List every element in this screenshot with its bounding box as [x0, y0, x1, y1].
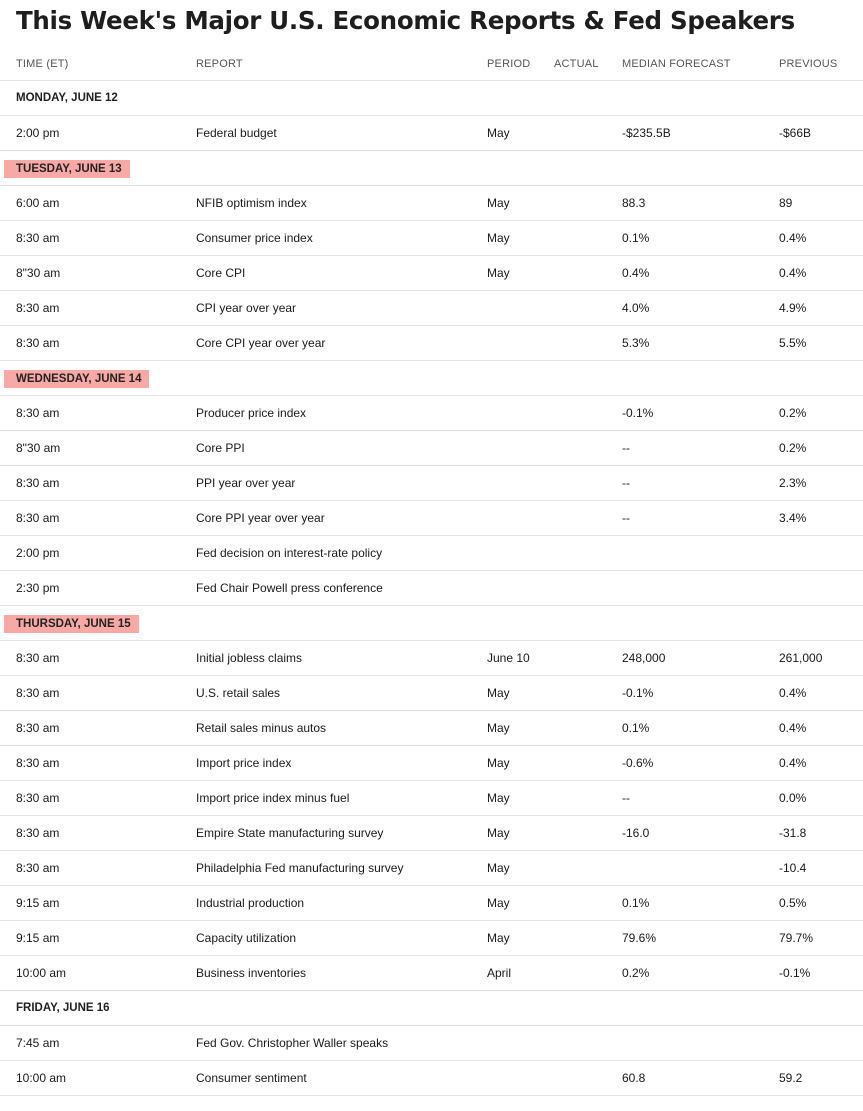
time-cell: 2:00 pm — [16, 126, 60, 140]
report-cell: Business inventories — [196, 966, 307, 980]
previous-cell: 0.0% — [779, 791, 807, 805]
previous-cell: 0.4% — [779, 721, 807, 735]
table-row — [0, 256, 863, 291]
table-row — [0, 851, 863, 886]
column-header-period: PERIOD — [487, 58, 531, 70]
table-row — [0, 466, 863, 501]
table-header-row — [0, 48, 863, 81]
table-row — [0, 641, 863, 676]
median-forecast-cell: 79.6% — [622, 931, 657, 945]
day-label: WEDNESDAY, JUNE 14 — [4, 370, 149, 388]
column-header-actual: ACTUAL — [554, 58, 599, 70]
time-cell: 8:30 am — [16, 511, 60, 525]
previous-cell: 0.5% — [779, 896, 807, 910]
column-header-time: TIME (ET) — [16, 58, 69, 70]
table-row — [0, 571, 863, 606]
previous-cell: 4.9% — [779, 301, 807, 315]
table-row — [0, 431, 863, 466]
previous-cell: 0.2% — [779, 406, 807, 420]
previous-cell: -10.4 — [779, 861, 807, 875]
day-section-header — [0, 606, 863, 641]
median-forecast-cell: 0.1% — [622, 896, 650, 910]
report-cell: Industrial production — [196, 896, 305, 910]
report-cell: Federal budget — [196, 126, 277, 140]
table-row — [0, 921, 863, 956]
report-cell: Retail sales minus autos — [196, 721, 327, 735]
time-cell: 9:15 am — [16, 896, 60, 910]
period-cell: May — [487, 791, 510, 805]
day-label: FRIDAY, JUNE 16 — [16, 1002, 110, 1014]
report-cell: Consumer sentiment — [196, 1071, 307, 1085]
table-row — [0, 676, 863, 711]
report-cell: Capacity utilization — [196, 931, 297, 945]
table-row — [0, 886, 863, 921]
time-cell: 8:30 am — [16, 231, 60, 245]
median-forecast-cell: 4.0% — [622, 301, 650, 315]
day-label: TUESDAY, JUNE 13 — [4, 160, 130, 178]
day-label: MONDAY, JUNE 12 — [16, 92, 118, 104]
median-forecast-cell: 0.4% — [622, 266, 650, 280]
median-forecast-cell: -- — [622, 791, 630, 805]
median-forecast-cell: -- — [622, 441, 630, 455]
time-cell: 2:30 pm — [16, 581, 60, 595]
report-cell: Core CPI — [196, 266, 246, 280]
table-row — [0, 501, 863, 536]
report-cell: Philadelphia Fed manufacturing survey — [196, 861, 404, 875]
column-header-report: REPORT — [196, 58, 243, 70]
table-row — [0, 396, 863, 431]
report-cell: Fed Gov. Christopher Waller speaks — [196, 1036, 389, 1050]
time-cell: 6:00 am — [16, 196, 60, 210]
previous-cell: 59.2 — [779, 1071, 803, 1085]
period-cell: May — [487, 756, 510, 770]
median-forecast-cell: -0.1% — [622, 406, 654, 420]
time-cell: 10:00 am — [16, 1071, 67, 1085]
report-cell: Consumer price index — [196, 231, 313, 245]
previous-cell: 79.7% — [779, 931, 814, 945]
previous-cell: 89 — [779, 196, 793, 210]
economic-calendar-table — [0, 48, 863, 1096]
median-forecast-cell: -- — [622, 511, 630, 525]
report-cell: Empire State manufacturing survey — [196, 826, 384, 840]
period-cell: May — [487, 861, 510, 875]
period-cell: May — [487, 896, 510, 910]
column-header-previous: PREVIOUS — [779, 58, 838, 70]
table-row — [0, 186, 863, 221]
table-row — [0, 781, 863, 816]
previous-cell: 0.4% — [779, 756, 807, 770]
table-row — [0, 711, 863, 746]
table-row — [0, 326, 863, 361]
time-cell: 9:15 am — [16, 931, 60, 945]
previous-cell: 0.4% — [779, 266, 807, 280]
previous-cell: 261,000 — [779, 651, 823, 665]
day-section-header — [0, 991, 863, 1026]
previous-cell: 5.5% — [779, 336, 807, 350]
report-cell: Import price index — [196, 756, 292, 770]
time-cell: 8:30 am — [16, 336, 60, 350]
median-forecast-cell: 5.3% — [622, 336, 650, 350]
time-cell: 8:30 am — [16, 861, 60, 875]
period-cell: May — [487, 826, 510, 840]
median-forecast-cell: 0.1% — [622, 721, 650, 735]
time-cell: 8:30 am — [16, 651, 60, 665]
time-cell: 8:30 am — [16, 476, 60, 490]
median-forecast-cell: -$235.5B — [622, 126, 671, 140]
previous-cell: 0.4% — [779, 686, 807, 700]
time-cell: 8:30 am — [16, 721, 60, 735]
previous-cell: 3.4% — [779, 511, 807, 525]
report-cell: PPI year over year — [196, 476, 296, 490]
time-cell: 8:30 am — [16, 791, 60, 805]
table-row — [0, 291, 863, 326]
median-forecast-cell: -16.0 — [622, 826, 650, 840]
table-row — [0, 221, 863, 256]
report-cell: CPI year over year — [196, 301, 297, 315]
time-cell: 8:30 am — [16, 406, 60, 420]
report-cell: U.S. retail sales — [196, 686, 281, 700]
table-row — [0, 1026, 863, 1061]
day-section-header — [0, 361, 863, 396]
period-cell: June 10 — [487, 651, 530, 665]
median-forecast-cell: -- — [622, 476, 630, 490]
table-row — [0, 746, 863, 781]
median-forecast-cell: 0.2% — [622, 966, 650, 980]
report-cell: NFIB optimism index — [196, 196, 307, 210]
table-row — [0, 816, 863, 851]
median-forecast-cell: -0.6% — [622, 756, 654, 770]
table-row — [0, 1061, 863, 1096]
previous-cell: -31.8 — [779, 826, 807, 840]
table-body — [0, 81, 863, 1096]
table-row — [0, 116, 863, 151]
period-cell: April — [487, 966, 512, 980]
median-forecast-cell: 88.3 — [622, 196, 646, 210]
time-cell: 8:30 am — [16, 686, 60, 700]
time-cell: 8"30 am — [16, 441, 61, 455]
period-cell: May — [487, 231, 510, 245]
previous-cell: -0.1% — [779, 966, 811, 980]
report-cell: Core CPI year over year — [196, 336, 326, 350]
report-cell: Initial jobless claims — [196, 651, 303, 665]
median-forecast-cell: 60.8 — [622, 1071, 646, 1085]
report-cell: Import price index minus fuel — [196, 791, 350, 805]
report-cell: Fed decision on interest-rate policy — [196, 546, 383, 560]
time-cell: 8:30 am — [16, 756, 60, 770]
previous-cell: 0.2% — [779, 441, 807, 455]
previous-cell: 2.3% — [779, 476, 807, 490]
day-label: THURSDAY, JUNE 15 — [4, 615, 139, 633]
time-cell: 7:45 am — [16, 1036, 60, 1050]
median-forecast-cell: -0.1% — [622, 686, 654, 700]
day-section-header — [0, 81, 863, 116]
table-row — [0, 956, 863, 991]
column-header-median-forecast: MEDIAN FORECAST — [622, 58, 731, 70]
previous-cell: -$66B — [779, 126, 812, 140]
period-cell: May — [487, 266, 510, 280]
table-row — [0, 536, 863, 571]
page-title: This Week's Major U.S. Economic Reports & Fed Speakers — [16, 6, 795, 35]
day-section-header — [0, 151, 863, 186]
period-cell: May — [487, 931, 510, 945]
median-forecast-cell: 0.1% — [622, 231, 650, 245]
period-cell: May — [487, 721, 510, 735]
report-cell: Core PPI year over year — [196, 511, 325, 525]
report-cell: Producer price index — [196, 406, 307, 420]
time-cell: 8:30 am — [16, 826, 60, 840]
period-cell: May — [487, 126, 510, 140]
time-cell: 8:30 am — [16, 301, 60, 315]
period-cell: May — [487, 196, 510, 210]
previous-cell: 0.4% — [779, 231, 807, 245]
time-cell: 8"30 am — [16, 266, 61, 280]
median-forecast-cell: 248,000 — [622, 651, 666, 665]
time-cell: 2:00 pm — [16, 546, 60, 560]
report-cell: Core PPI — [196, 441, 245, 455]
report-cell: Fed Chair Powell press conference — [196, 581, 383, 595]
time-cell: 10:00 am — [16, 966, 67, 980]
period-cell: May — [487, 686, 510, 700]
